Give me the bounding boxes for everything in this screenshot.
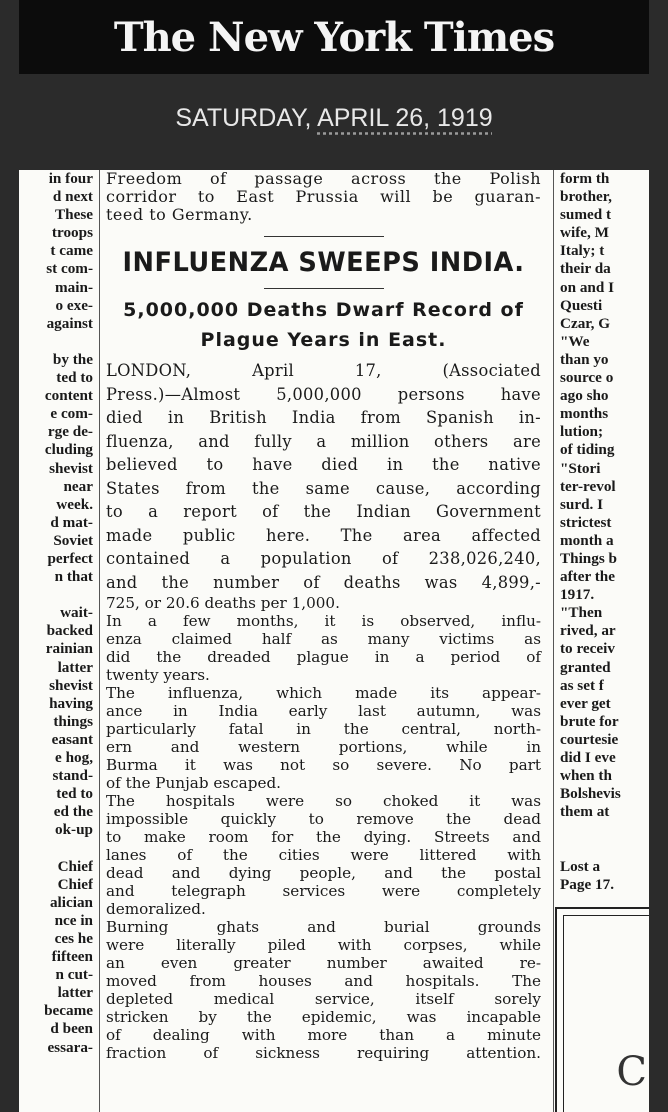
column-line: rainian	[45, 640, 93, 658]
text-line: died in British India from Spanish in-	[106, 408, 541, 427]
text-line: impossible quickly to remove the dead	[106, 810, 541, 828]
text-line: stricken by the epidemic, was incapable	[106, 1008, 541, 1026]
column-line: sumed t	[560, 206, 612, 224]
headline: INFLUENZA SWEEPS INDIA.	[122, 247, 525, 278]
column-line	[560, 839, 649, 857]
column-line: troops	[51, 224, 93, 242]
text-line: did the dreaded plague in a period of	[106, 648, 541, 666]
column-line: "We	[560, 332, 590, 350]
left-column	[19, 170, 93, 1057]
column-line: e com-	[50, 405, 93, 423]
subhead-line: Plague Years in East.	[200, 329, 447, 351]
column-line: Soviet	[53, 531, 93, 549]
column-line: source o	[560, 369, 614, 387]
column-line: cluding	[44, 441, 93, 459]
column-line: surd. I	[560, 495, 604, 513]
text-line: to make room for the dying. Streets and	[106, 828, 541, 846]
column-line: easant	[51, 730, 93, 748]
column-line: fifteen	[51, 948, 93, 966]
column-line: ed the	[53, 803, 93, 821]
column-line: as set f	[560, 676, 604, 694]
column-line: e hog,	[55, 749, 93, 766]
column-line: ted to	[56, 369, 93, 387]
text-line: demoralized.	[106, 900, 206, 918]
column-line: strictest	[560, 513, 612, 531]
column-line: main-	[55, 278, 93, 296]
text-line: Burning ghats and burial grounds	[106, 918, 541, 936]
column-line: latter	[57, 658, 93, 676]
column-rule-left	[99, 170, 100, 1112]
column-line: their da	[560, 260, 611, 278]
column-line: brute for	[560, 712, 619, 730]
column-line: nce in	[54, 911, 93, 929]
column-line: Bolshevis	[560, 785, 621, 803]
column-line: "Stori	[560, 459, 601, 477]
column-line: Chief	[57, 857, 93, 875]
text-line: Freedom of passage across the Polish	[106, 170, 541, 188]
text-line: ern and western portions, while in	[106, 738, 541, 756]
text-line: to a report of the Indian Government	[106, 502, 541, 521]
article-body	[106, 594, 541, 1062]
column-line: rge de-	[47, 423, 93, 441]
column-line: courtesie	[560, 730, 619, 748]
text-line: believed to have died in the native	[106, 455, 541, 474]
text-line: Burma it was not so severe. No part	[106, 756, 541, 774]
text-line: The hospitals were so choked it was	[106, 792, 541, 810]
column-line: week.	[56, 495, 93, 513]
text-line: corridor to East Prussia will be guaran-	[106, 187, 541, 206]
column-line: Italy; t	[560, 242, 605, 260]
column-line: near	[63, 477, 93, 495]
column-line	[19, 333, 93, 351]
column-line: granted	[560, 658, 611, 676]
column-line: n that	[54, 568, 93, 586]
issue-day: SATURDAY,	[175, 104, 318, 132]
text-line: The influenza, which made its appear-	[106, 684, 541, 702]
column-line: became	[44, 1002, 93, 1020]
boxed-ad-letter: C	[616, 1049, 647, 1095]
text-line: enza claimed half as many victims as	[106, 630, 541, 648]
right-column	[560, 170, 649, 894]
text-line: made public here. The area affected	[106, 525, 541, 545]
column-line: These	[55, 206, 93, 224]
text-line: dead and dying people, and the postal	[106, 864, 541, 882]
column-line: ago sho	[560, 387, 609, 405]
divider-mid	[264, 288, 384, 289]
column-line: wife, M	[560, 224, 609, 242]
column-line: of tiding	[560, 441, 615, 459]
column-line: lution;	[560, 423, 604, 441]
column-line: things	[53, 712, 93, 730]
text-line: of the Punjab escaped.	[106, 774, 281, 792]
column-line: ever get	[560, 694, 611, 712]
column-line: shevist	[49, 676, 93, 694]
column-line: backed	[46, 622, 93, 640]
column-line: "Then	[560, 604, 603, 622]
column-line: brother,	[560, 188, 612, 206]
subheadline	[106, 295, 541, 355]
column-line: st com-	[46, 260, 93, 278]
column-line: Page 17.	[560, 875, 614, 893]
article-influenza	[106, 170, 541, 1062]
column-line: months	[560, 405, 609, 423]
text-line: 725, or 20.6 deaths per 1,000.	[106, 594, 340, 612]
text-line: ance in India early last autumn, was	[106, 702, 541, 720]
column-line: Questi	[560, 296, 603, 314]
column-line: in four	[48, 170, 93, 187]
text-line: contained a population of 238,026,240,	[106, 549, 541, 568]
column-line: ter-revol	[560, 477, 616, 495]
column-line: perfect	[47, 549, 93, 567]
column-line: than yo	[560, 350, 609, 368]
column-line: Lost a	[560, 857, 601, 875]
column-line: latter	[57, 984, 93, 1002]
column-line: d next	[52, 188, 93, 206]
masthead	[19, 0, 649, 74]
text-line: twenty years.	[106, 666, 210, 684]
column-line: Things b	[560, 549, 617, 567]
column-line: Chief	[57, 875, 93, 893]
column-line: on and I	[560, 278, 615, 296]
column-line: ted to	[56, 785, 93, 803]
text-line: fluenza, and fully a million others are	[106, 431, 541, 451]
column-line: rived, ar	[560, 622, 616, 640]
text-line: of dealing with more than a minute	[106, 1026, 541, 1044]
newspaper-logo: The New York Times	[113, 13, 555, 61]
text-line: In a few months, it is observed, influ-	[106, 612, 541, 630]
text-line: LONDON, April 17, (Associated	[106, 361, 541, 380]
column-line: when th	[560, 767, 612, 785]
column-line: t came	[50, 242, 93, 260]
column-line: n cut-	[55, 966, 93, 984]
column-line: form th	[560, 170, 610, 187]
column-line: shevist	[49, 459, 93, 477]
column-line	[560, 821, 649, 839]
column-line	[19, 586, 93, 604]
text-line: an even greater number awaited re-	[106, 954, 541, 972]
text-line: moved from houses and hospitals. The	[106, 972, 541, 990]
column-line: against	[46, 314, 93, 332]
text-line: fraction of sickness requiring attention.	[106, 1044, 541, 1062]
column-line: having	[49, 694, 93, 712]
column-line: after the	[560, 568, 615, 586]
issue-date	[0, 104, 668, 133]
column-line: ok-up	[55, 821, 93, 839]
divider-top	[264, 236, 384, 237]
column-line: ces he	[54, 929, 93, 947]
newspaper-scan	[19, 170, 649, 1112]
column-line: Czar, G	[560, 314, 611, 332]
column-line: month a	[560, 531, 614, 549]
column-line: alician	[49, 893, 93, 911]
column-line: stand-	[52, 767, 93, 785]
article-top-lines	[106, 170, 541, 224]
issue-date-link[interactable]: APRIL 26, 1919	[317, 104, 493, 132]
column-line: essara-	[47, 1038, 93, 1056]
column-line: 1917.	[560, 586, 595, 604]
text-line: particularly fatal in the central, north-	[106, 720, 541, 738]
text-line: lanes of the cities were littered with	[106, 846, 541, 864]
column-line: them at	[560, 803, 610, 821]
text-line: were literally piled with corpses, while	[106, 936, 541, 954]
column-line: by the	[52, 350, 93, 368]
text-line: depleted medical service, itself sorely	[106, 990, 541, 1008]
column-line	[19, 839, 93, 857]
article-lead	[106, 359, 541, 594]
column-rule-right	[553, 170, 554, 1112]
column-line: content	[44, 387, 93, 405]
column-line: did I eve	[560, 749, 616, 766]
column-line: d mat-	[50, 513, 93, 531]
subhead-line: 5,000,000 Deaths Dwarf Record of	[123, 299, 524, 321]
column-line: d been	[50, 1020, 93, 1038]
column-line: o exe-	[55, 296, 93, 314]
text-line: and the number of deaths was 4,899,-	[106, 572, 541, 592]
text-line: and telegraph services were completely	[106, 882, 541, 900]
column-line: wait-	[60, 604, 93, 622]
text-line: Press.)—Almost 5,000,000 persons have	[106, 384, 541, 404]
boxed-ad	[555, 907, 649, 1112]
text-line: States from the same cause, according	[106, 478, 541, 498]
column-line: to receiv	[560, 640, 615, 658]
text-line: teed to Germany.	[106, 205, 253, 224]
